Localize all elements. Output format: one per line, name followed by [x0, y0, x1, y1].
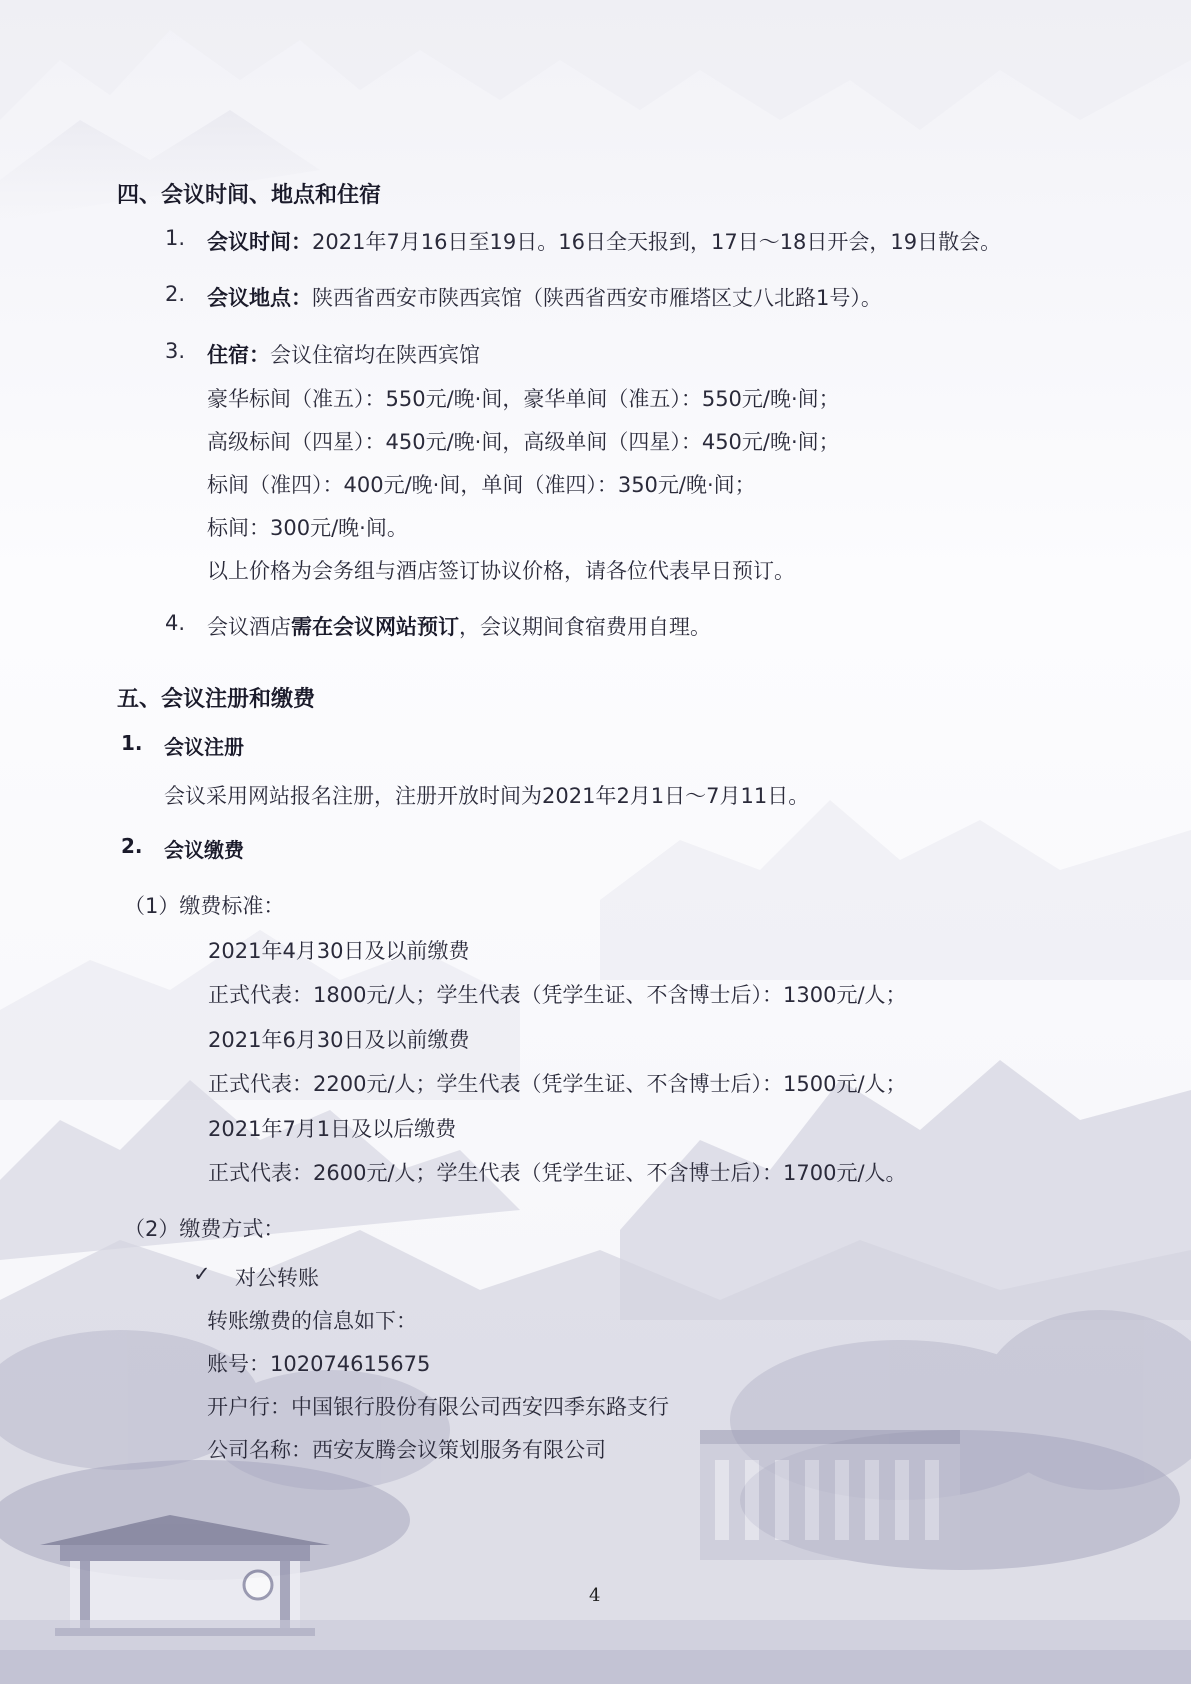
meeting-venue-line	[207, 282, 882, 312]
checkmark-icon: ✓	[193, 1262, 211, 1286]
meeting-time-line	[207, 226, 1001, 256]
registration-number: 1.	[121, 731, 143, 755]
payment-method: 对公转账	[235, 1266, 319, 1290]
transfer-info-label: 转账缴费的信息如下：	[207, 1309, 417, 1333]
item3-number: 3.	[165, 339, 186, 363]
fee-tier-price: 正式代表：1800元/人；学生代表（凭学生证、不含博士后）：1300元/人；	[208, 983, 907, 1007]
fee-tier-date: 2021年6月30日及以前缴费	[208, 1028, 470, 1052]
hotel-booking-emphasis: 需在会议网站预订	[291, 615, 459, 639]
room-price-line: 高级标间（四星）：450元/晚·间，高级单间（四星）：450元/晚·间；	[207, 430, 840, 454]
hotel-booking-line	[207, 611, 711, 641]
registration-text: 会议采用网站报名注册，注册开放时间为2021年2月1日～7月11日。	[164, 784, 810, 808]
fee-tier-date: 2021年4月30日及以前缴费	[208, 939, 470, 963]
accommodation-label: 住宿：	[207, 343, 270, 367]
meeting-time-text: 2021年7月16日至19日。16日全天报到，17日～18日开会，19日散会。	[312, 230, 1002, 254]
booking-note: 以上价格为会务组与酒店签订协议价格，请各位代表早日预订。	[207, 559, 795, 583]
payment-method-label: （2）缴费方式：	[124, 1217, 285, 1241]
item2-number: 2.	[165, 282, 186, 306]
room-price-line: 标间：300元/晚·间。	[207, 516, 408, 540]
fee-tier-price: 正式代表：2600元/人；学生代表（凭学生证、不含博士后）：1700元/人。	[208, 1161, 907, 1185]
meeting-venue-label: 会议地点：	[207, 286, 312, 310]
item1-number: 1.	[165, 226, 186, 250]
company-name: 公司名称：西安友腾会议策划服务有限公司	[207, 1438, 606, 1462]
accommodation-text: 会议住宿均在陕西宾馆	[270, 343, 480, 367]
payment-number: 2.	[121, 834, 143, 858]
account-number: 账号：102074615675	[207, 1352, 431, 1376]
hotel-booking-pre: 会议酒店	[207, 615, 291, 639]
meeting-venue-text: 陕西省西安市陕西宾馆（陕西省西安市雁塔区丈八北路1号）。	[312, 286, 882, 310]
bank-name: 开户行：中国银行股份有限公司西安四季东路支行	[207, 1395, 669, 1419]
room-price-line: 标间（准四）：400元/晚·间，单间（准四）：350元/晚·间；	[207, 473, 756, 497]
payment-title: 会议缴费	[164, 838, 244, 862]
page-number: 4	[589, 1585, 601, 1606]
room-price-line: 豪华标间（准五）：550元/晚·间，豪华单间（准五）：550元/晚·间；	[207, 387, 840, 411]
meeting-time-label: 会议时间：	[207, 230, 312, 254]
item4-number: 4.	[165, 611, 186, 635]
accommodation-line	[207, 339, 480, 369]
section4-heading: 四、会议时间、地点和住宿	[117, 183, 382, 208]
fee-tier-price: 正式代表：2200元/人；学生代表（凭学生证、不含博士后）：1500元/人；	[208, 1072, 907, 1096]
section5-heading: 五、会议注册和缴费	[117, 687, 316, 712]
registration-title: 会议注册	[164, 735, 244, 759]
fee-standard-label: （1）缴费标准：	[124, 894, 285, 918]
fee-tier-date: 2021年7月1日及以后缴费	[208, 1117, 457, 1141]
hotel-booking-post: ，会议期间食宿费用自理。	[459, 615, 711, 639]
